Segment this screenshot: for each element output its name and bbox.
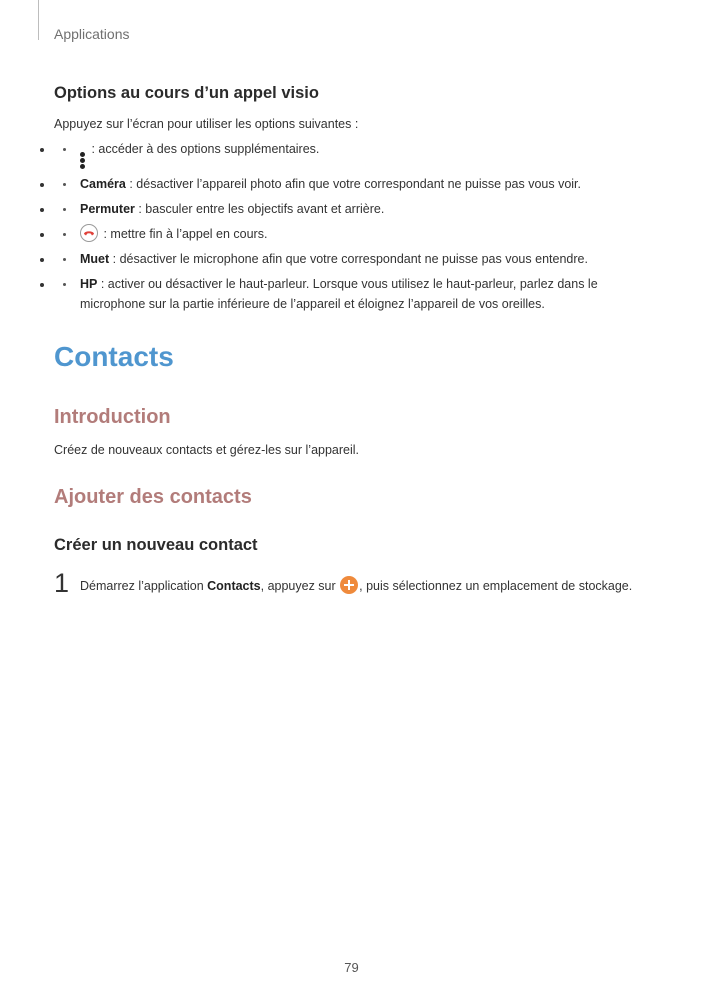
end-call-icon — [80, 224, 98, 242]
option-description: : basculer entre les objectifs avant et arrière. — [134, 202, 385, 216]
app-name: Contacts — [207, 579, 261, 593]
option-term: Caméra — [80, 177, 126, 191]
section-title-add-contacts: Ajouter des contacts — [54, 486, 252, 508]
video-call-options-list — [54, 139, 654, 319]
list-item — [54, 174, 654, 194]
step-text — [80, 576, 640, 596]
option-term: HP — [80, 277, 98, 291]
chapter-title: Contacts — [54, 341, 174, 372]
running-header: Applications — [54, 26, 130, 42]
list-item — [54, 224, 654, 244]
option-description: : accéder à des options supplémentaires. — [88, 142, 320, 156]
more-options-icon — [80, 152, 86, 169]
add-icon — [340, 576, 358, 594]
list-item — [54, 199, 654, 219]
option-description: : désactiver l’appareil photo afin que votre correspondant ne puisse pas vous voir. — [125, 177, 582, 191]
step-text-after: , puis sélectionnez un emplacement de stockage. — [359, 579, 633, 593]
section-title-introduction: Introduction — [54, 406, 171, 428]
introduction-text: Créez de nouveaux contacts et gérez-les sur l’appareil. — [54, 443, 360, 457]
video-call-options-heading: Options au cours d’un appel visio — [54, 84, 319, 102]
list-item — [54, 274, 654, 314]
create-contact-heading: Créer un nouveau contact — [54, 536, 258, 554]
video-call-intro: Appuyez sur l’écran pour utiliser les options suivantes : — [54, 117, 359, 131]
step-number: 1 — [54, 568, 70, 598]
option-description: : activer ou désactiver le haut-parleur. Lorsque vous utilisez le haut-parleur, parlez dans le microphone sur la partie inférieure de l’appareil et éloignez l’appareil de vos oreilles. — [80, 277, 598, 311]
page-number: 79 — [344, 960, 359, 975]
step-text-middle: , appuyez sur — [260, 579, 340, 593]
list-item — [54, 249, 654, 269]
option-term: Muet — [80, 252, 110, 266]
option-description: : désactiver le microphone afin que votre correspondant ne puisse pas vous entendre. — [109, 252, 588, 266]
option-term: Permuter — [80, 202, 135, 216]
margin-rule — [38, 0, 39, 40]
option-description: : mettre fin à l’appel en cours. — [100, 227, 268, 241]
step-text-before: Démarrez l’application — [80, 579, 208, 593]
list-item — [54, 139, 654, 169]
